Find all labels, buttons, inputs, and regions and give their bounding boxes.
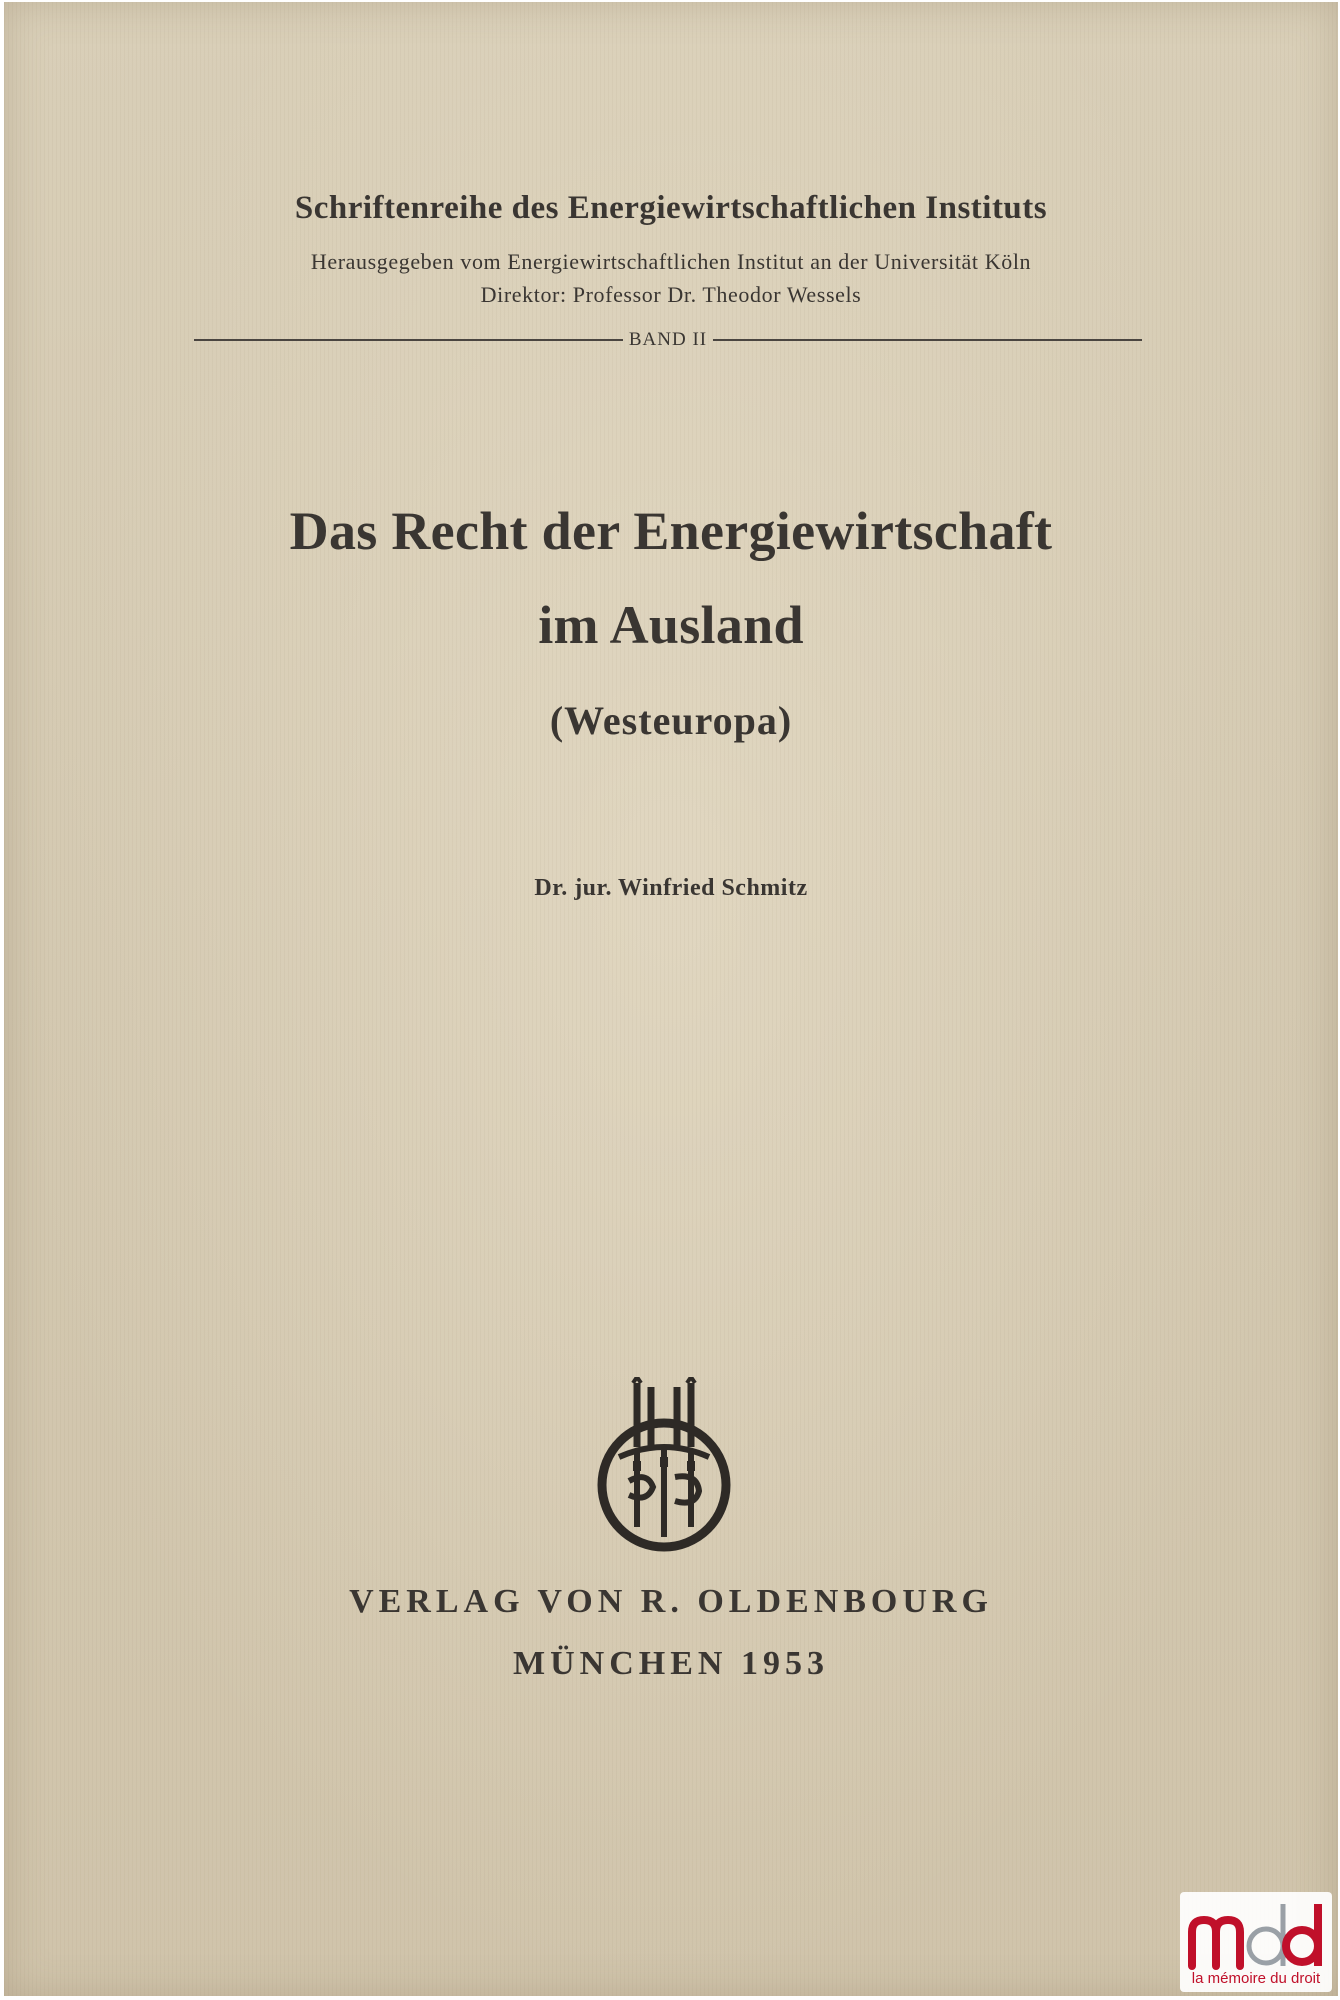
publisher-name: VERLAG VON R. OLDENBOURG: [349, 1583, 993, 1620]
watermark-tagline: la mémoire du droit: [1191, 1970, 1321, 1987]
mdd-watermark-logo: [1180, 1892, 1332, 1992]
series-director: Direktor: Professor Dr. Theodor Wessels: [480, 282, 862, 307]
band-divider: [194, 329, 1142, 351]
oldenbourg-emblem-icon: [589, 1377, 739, 1553]
band-label: BAND II: [628, 329, 708, 350]
book-subtitle: (Westeuropa): [549, 698, 793, 743]
series-title: Schriftenreihe des Energiewirtschaftlichen Instituts: [294, 190, 1048, 226]
divider-rule-right: [713, 339, 1142, 341]
book-title-line-1: Das Recht der Energiewirtschaft: [289, 501, 1053, 561]
divider-rule-left: [194, 339, 623, 341]
book-cover: [4, 2, 1338, 1996]
book-title-line-2: im Ausland: [538, 595, 804, 655]
publisher-place-year: MÜNCHEN 1953: [513, 1645, 829, 1682]
book-author: Dr. jur. Winfried Schmitz: [534, 875, 808, 901]
series-editor: Herausgegeben vom Energiewirtschaftlichen Institut an der Universität Köln: [310, 249, 1032, 274]
